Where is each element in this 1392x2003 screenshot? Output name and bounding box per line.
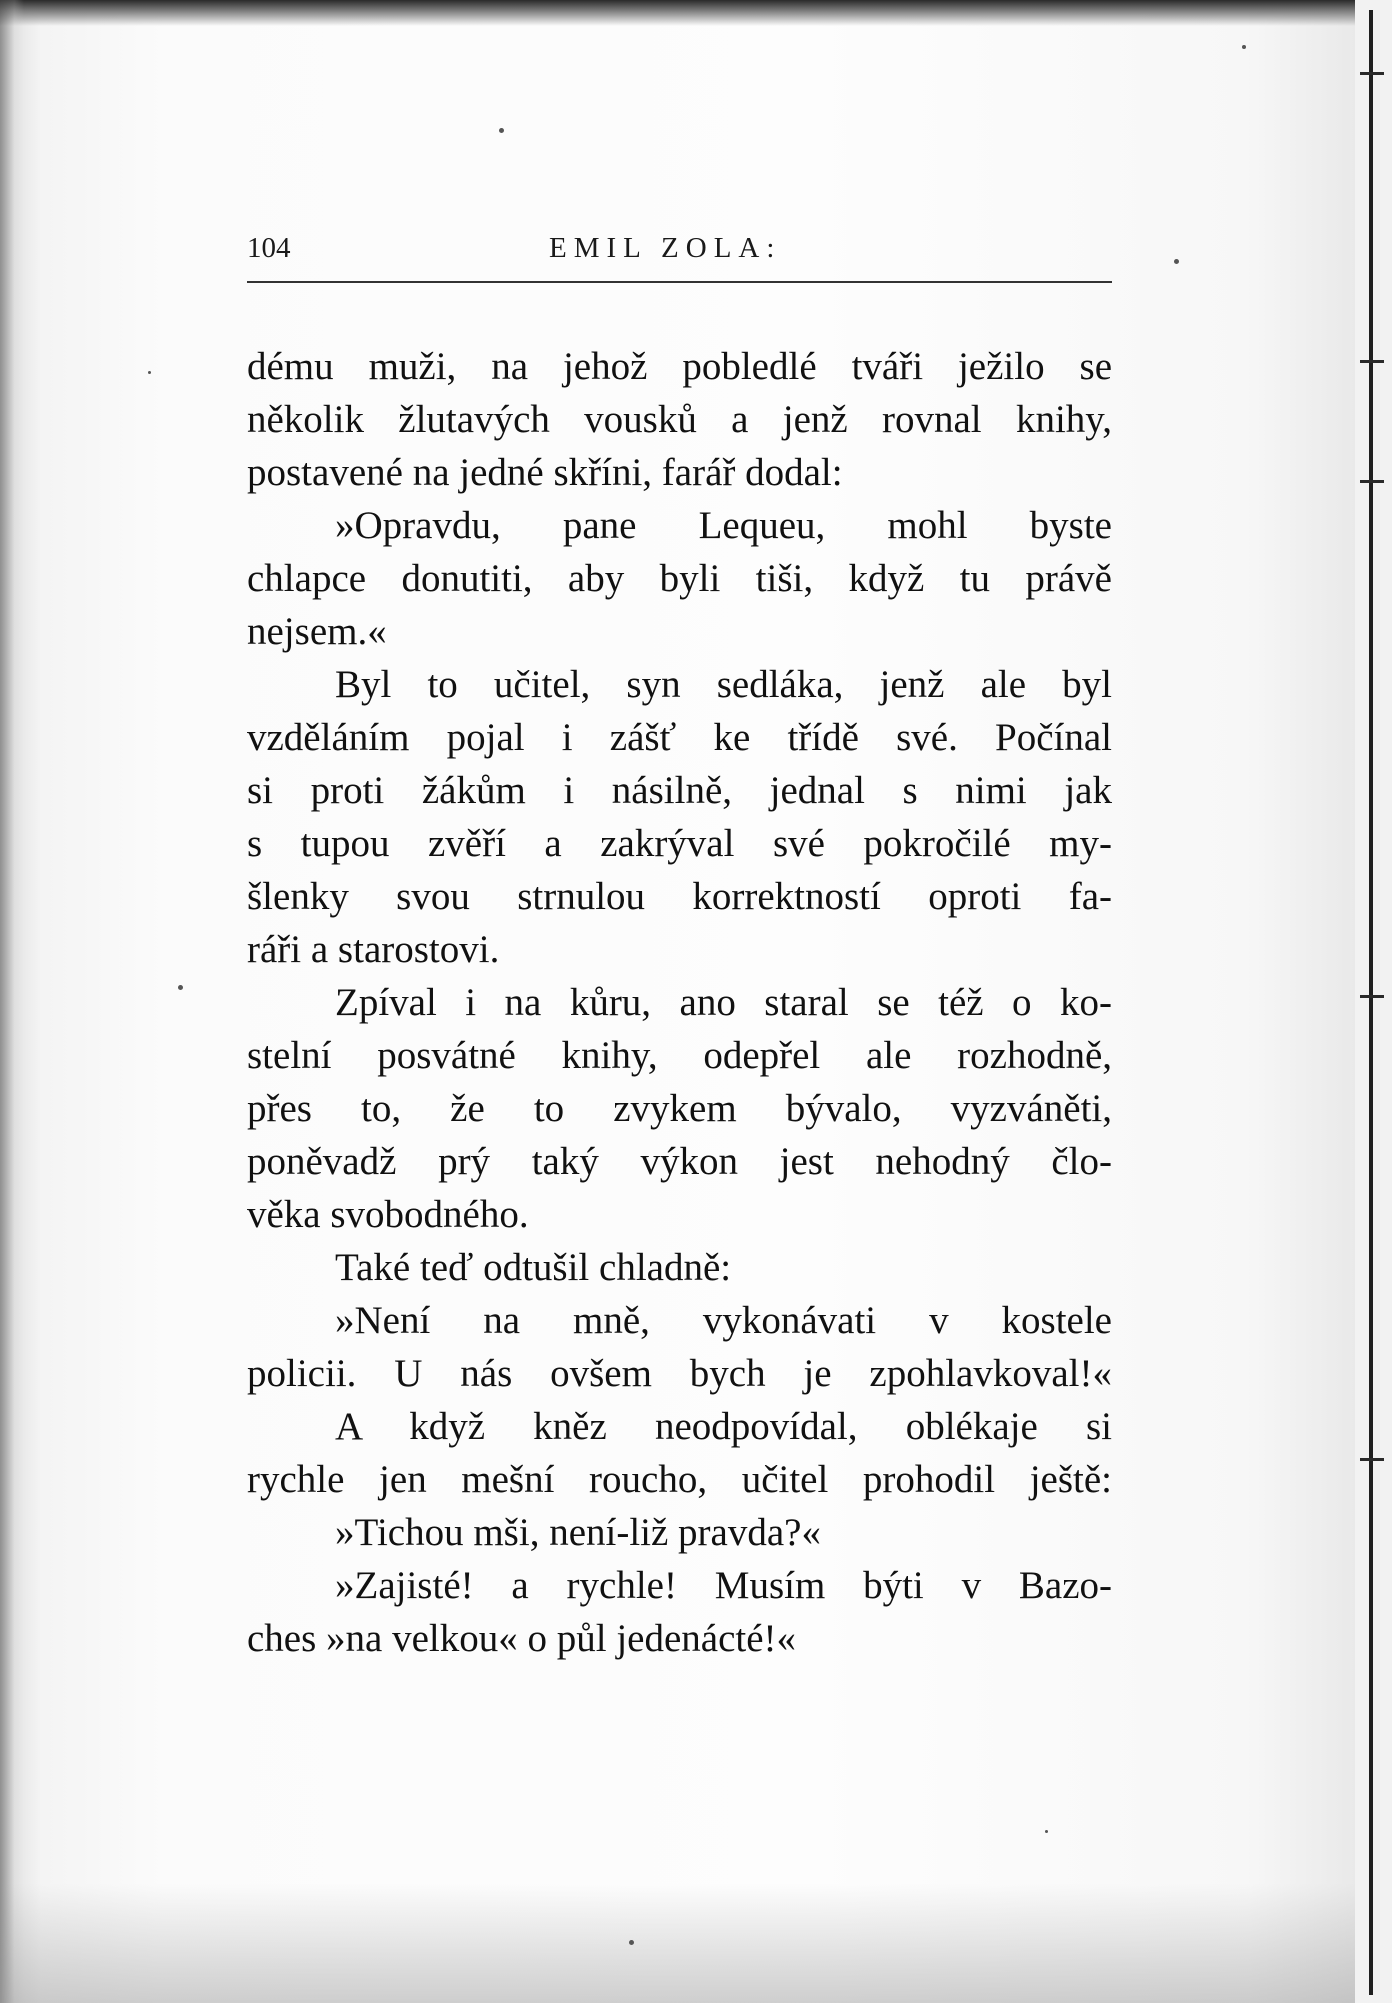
text-line: A když kněz neodpovídal, oblékaje si: [335, 1405, 1112, 1448]
text-line: Také teď odtušil chladně:: [335, 1246, 732, 1289]
paper-speck: [178, 985, 183, 990]
text-line: dému muži, na jehož pobledlé tváři ježilo se: [247, 345, 1112, 388]
text-line: postavené na jedné skříni, farář dodal:: [247, 451, 843, 494]
scan-left-shadow: [0, 0, 24, 2003]
page-number: 104: [247, 232, 291, 264]
body-text: [247, 340, 1112, 1665]
text-line: »Není na mně, vykonávati v kostele: [335, 1299, 1112, 1342]
paper-speck: [499, 128, 504, 133]
edge-mark: [1360, 360, 1384, 363]
running-title: EMIL ZOLA:: [549, 232, 782, 264]
book-spine-line: [1369, 10, 1373, 1995]
text-line: »Opravdu, pane Lequeu, mohl byste: [335, 504, 1112, 547]
text-line: »Tichou mši, není-liž pravda?«: [335, 1511, 821, 1554]
text-line: ráři a starostovi.: [247, 928, 500, 971]
text-line: několik žlutavých vousků a jenž rovnal knihy,: [247, 398, 1112, 441]
text-line: policii. U nás ovšem bych je zpohlavkoval!«: [247, 1352, 1112, 1395]
text-line: ches »na velkou« o půl jedenácté!«: [247, 1617, 797, 1660]
text-line: Byl to učitel, syn sedláka, jenž ale byl: [335, 663, 1112, 706]
text-line: věka svobodného.: [247, 1193, 529, 1236]
paper-speck: [148, 371, 151, 374]
edge-mark: [1360, 1458, 1384, 1461]
text-line: »Zajisté! a rychle! Musím býti v Bazo-: [335, 1564, 1112, 1607]
text-line: šlenky svou strnulou korrektností oproti fa-: [247, 875, 1112, 918]
edge-mark: [1360, 72, 1384, 75]
text-line: poněvadž prý taký výkon jest nehodný člo-: [247, 1140, 1112, 1183]
text-line: Zpíval i na kůru, ano staral se též o ko-: [335, 981, 1112, 1024]
text-line: s tupou zvěří a zakrýval své pokročilé my-: [247, 822, 1112, 865]
paper-speck: [1045, 1830, 1048, 1833]
edge-mark: [1360, 995, 1384, 998]
paper-speck: [1174, 259, 1179, 264]
header-rule: [247, 281, 1112, 283]
paper-speck: [1242, 45, 1246, 49]
text-line: rychle jen mešní roucho, učitel prohodil ještě:: [247, 1458, 1112, 1501]
text-line: si proti žákům i násilně, jednal s nimi jak: [247, 769, 1112, 812]
text-line: stelní posvátné knihy, odepřel ale rozhodně,: [247, 1034, 1112, 1077]
text-line: nejsem.«: [247, 610, 387, 653]
text-line: vzděláním pojal i zášť ke třídě své. Počínal: [247, 716, 1112, 759]
text-line: přes to, že to zvykem bývalo, vyzváněti,: [247, 1087, 1112, 1130]
book-edge: [1355, 0, 1392, 2003]
page-header: [247, 228, 1112, 268]
paper-speck: [629, 1940, 634, 1945]
text-line: chlapce donutiti, aby byli tiši, když tu právě: [247, 557, 1112, 600]
scan-bottom-shadow: [0, 1883, 1355, 2003]
scan-top-shadow: [0, 0, 1355, 26]
edge-mark: [1360, 480, 1384, 483]
